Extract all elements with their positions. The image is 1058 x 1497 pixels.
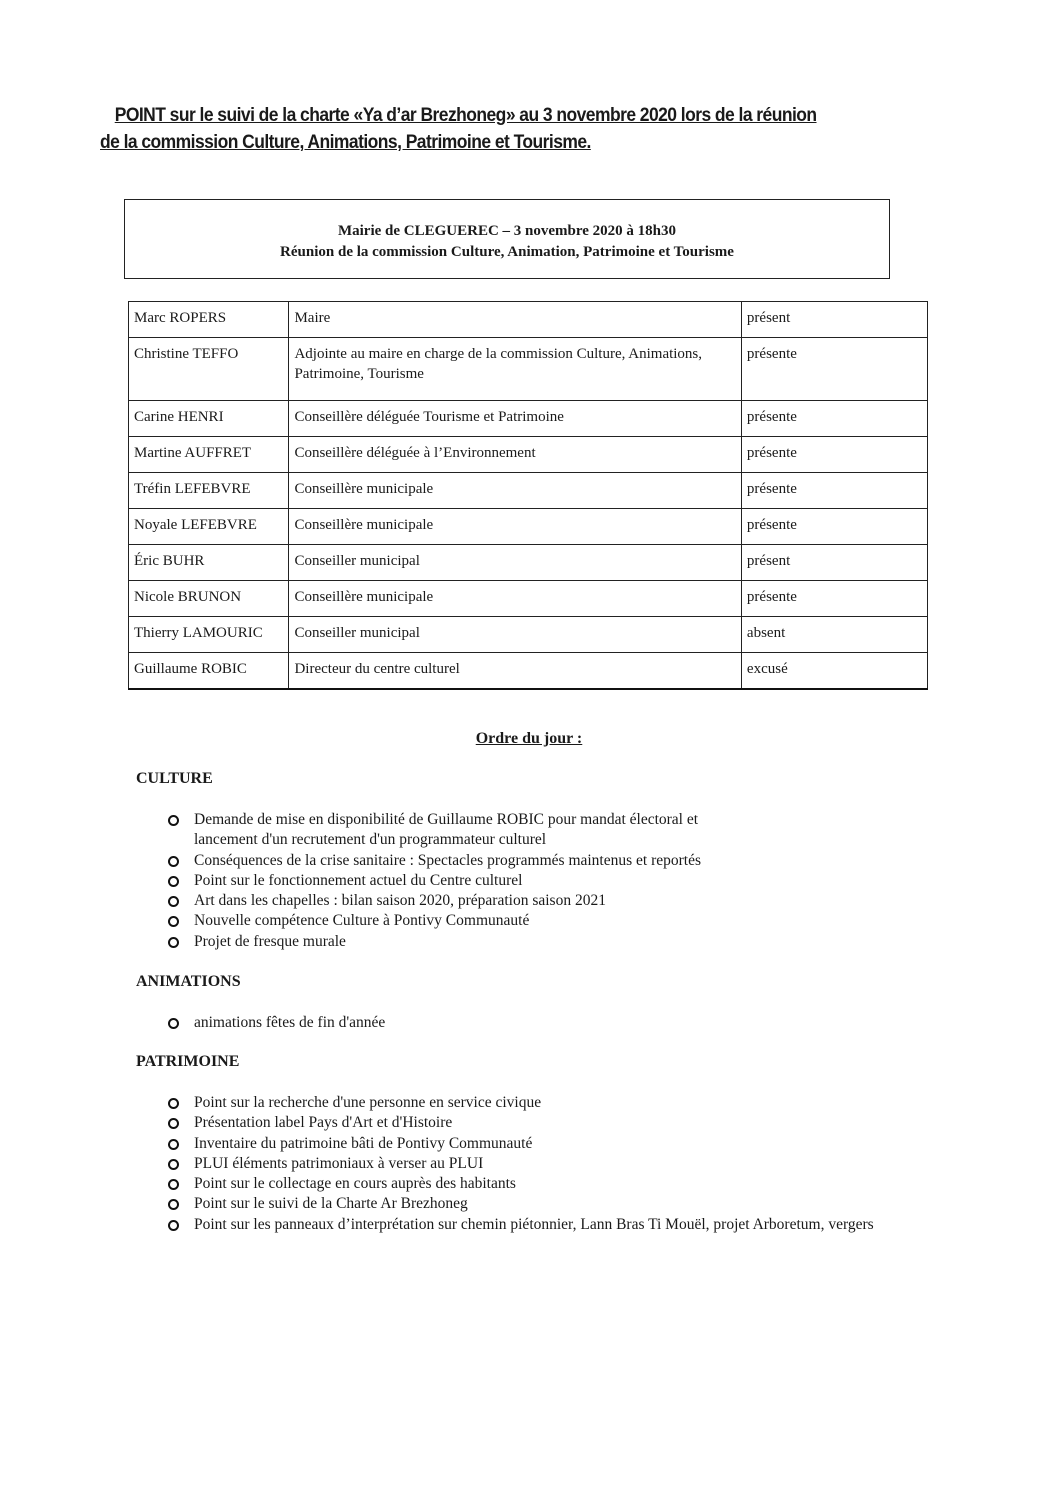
list-item: animations fêtes de fin d'année xyxy=(166,1013,926,1033)
member-name: Christine TEFFO xyxy=(129,338,289,401)
member-name: Nicole BRUNON xyxy=(129,581,289,617)
list-item: Nouvelle compétence Culture à Pontivy Communauté xyxy=(166,911,926,931)
meeting-header-box xyxy=(124,199,890,279)
member-name: Éric BUHR xyxy=(129,545,289,581)
list-item: Point sur le suivi de la Charte Ar Brezhoneg xyxy=(166,1194,926,1214)
member-status: présente xyxy=(741,338,927,401)
member-role: Adjointe au maire en charge de la commission Culture, Animations, Patrimoine, Tourisme xyxy=(289,338,741,401)
document-title-line-2: de la commission Culture, Animations, Patrimoine et Tourisme. xyxy=(100,132,591,153)
circle-bullet-icon xyxy=(168,916,179,927)
table-row xyxy=(129,473,928,509)
table-row xyxy=(129,437,928,473)
list-item: Point sur le fonctionnement actuel du Centre culturel xyxy=(166,871,926,891)
member-role: Conseiller municipal xyxy=(289,545,741,581)
member-role: Conseillère municipale xyxy=(289,581,741,617)
circle-bullet-icon xyxy=(168,937,179,948)
table-row xyxy=(129,545,928,581)
table-row xyxy=(129,653,928,690)
member-status: présent xyxy=(741,302,927,338)
member-role: Conseillère déléguée à l’Environnement xyxy=(289,437,741,473)
section-heading-culture: CULTURE xyxy=(136,770,213,787)
circle-bullet-icon xyxy=(168,815,179,826)
circle-bullet-icon xyxy=(168,896,179,907)
table-row xyxy=(129,617,928,653)
circle-bullet-icon xyxy=(168,1179,179,1190)
member-status: présent xyxy=(741,545,927,581)
document-title-line-1: POINT sur le suivi de la charte «Ya d’ar Brezhoneg» au 3 novembre 2020 lors de la réunion xyxy=(114,105,817,126)
member-role: Directeur du centre culturel xyxy=(289,653,741,690)
circle-bullet-icon xyxy=(168,876,179,887)
list-item: Point sur la recherche d'une personne en service civique xyxy=(166,1093,926,1113)
list-item: Projet de fresque murale xyxy=(166,932,926,952)
member-name: Martine AUFFRET xyxy=(129,437,289,473)
table-row xyxy=(129,302,928,338)
section-heading-patrimoine: PATRIMOINE xyxy=(136,1053,240,1070)
member-role: Conseillère déléguée Tourisme et Patrimoine xyxy=(289,401,741,437)
member-name: Guillaume ROBIC xyxy=(129,653,289,690)
circle-bullet-icon xyxy=(168,1098,179,1109)
member-role: Conseillère municipale xyxy=(289,509,741,545)
member-status: présente xyxy=(741,509,927,545)
list-item: Art dans les chapelles : bilan saison 2020, préparation saison 2021 xyxy=(166,891,926,911)
member-status: présente xyxy=(741,581,927,617)
member-name: Carine HENRI xyxy=(129,401,289,437)
list-item: Demande de mise en disponibilité de Guillaume ROBIC pour mandat électoral et lancement d'un recrutement d'un programmateur culturel xyxy=(166,810,926,851)
circle-bullet-icon xyxy=(168,856,179,867)
member-role: Conseiller municipal xyxy=(289,617,741,653)
member-status: absent xyxy=(741,617,927,653)
list-item: Point sur le collectage en cours auprès des habitants xyxy=(166,1174,926,1194)
member-status: excusé xyxy=(741,653,927,690)
member-role: Maire xyxy=(289,302,741,338)
meeting-location-date: Mairie de CLEGUEREC – 3 novembre 2020 à 18h30 xyxy=(337,223,677,239)
circle-bullet-icon xyxy=(168,1118,179,1129)
meeting-description: Réunion de la commission Culture, Animation, Patrimoine et Tourisme xyxy=(280,244,734,260)
table-row xyxy=(129,338,928,401)
circle-bullet-icon xyxy=(168,1159,179,1170)
circle-bullet-icon xyxy=(168,1220,179,1231)
member-name: Thierry LAMOURIC xyxy=(129,617,289,653)
table-row xyxy=(129,401,928,437)
section-heading-animations: ANIMATIONS xyxy=(136,973,241,990)
attendance-table xyxy=(128,301,928,690)
member-name: Tréfin LEFEBVRE xyxy=(129,473,289,509)
member-role: Conseillère municipale xyxy=(289,473,741,509)
member-status: présente xyxy=(741,401,927,437)
circle-bullet-icon xyxy=(168,1018,179,1029)
list-item: PLUI éléments patrimoniaux à verser au PLUI xyxy=(166,1154,926,1174)
circle-bullet-icon xyxy=(168,1139,179,1150)
culture-item-list xyxy=(166,810,926,952)
agenda-title: Ordre du jour : xyxy=(475,730,583,747)
member-name: Marc ROPERS xyxy=(129,302,289,338)
circle-bullet-icon xyxy=(168,1199,179,1210)
list-item: Conséquences de la crise sanitaire : Spectacles programmés maintenus et reportés xyxy=(166,851,926,871)
member-name: Noyale LEFEBVRE xyxy=(129,509,289,545)
patrimoine-item-list xyxy=(166,1093,926,1235)
document-title xyxy=(100,102,900,156)
table-row xyxy=(129,509,928,545)
animations-item-list xyxy=(166,1013,926,1033)
table-row xyxy=(129,581,928,617)
member-status: présente xyxy=(741,437,927,473)
list-item: Point sur les panneaux d’interprétation sur chemin piétonnier, Lann Bras Ti Mouël, projet Arboretum, vergers xyxy=(166,1215,926,1235)
list-item: Inventaire du patrimoine bâti de Pontivy Communauté xyxy=(166,1134,926,1154)
member-status: présente xyxy=(741,473,927,509)
list-item: Présentation label Pays d'Art et d'Histoire xyxy=(166,1113,926,1133)
